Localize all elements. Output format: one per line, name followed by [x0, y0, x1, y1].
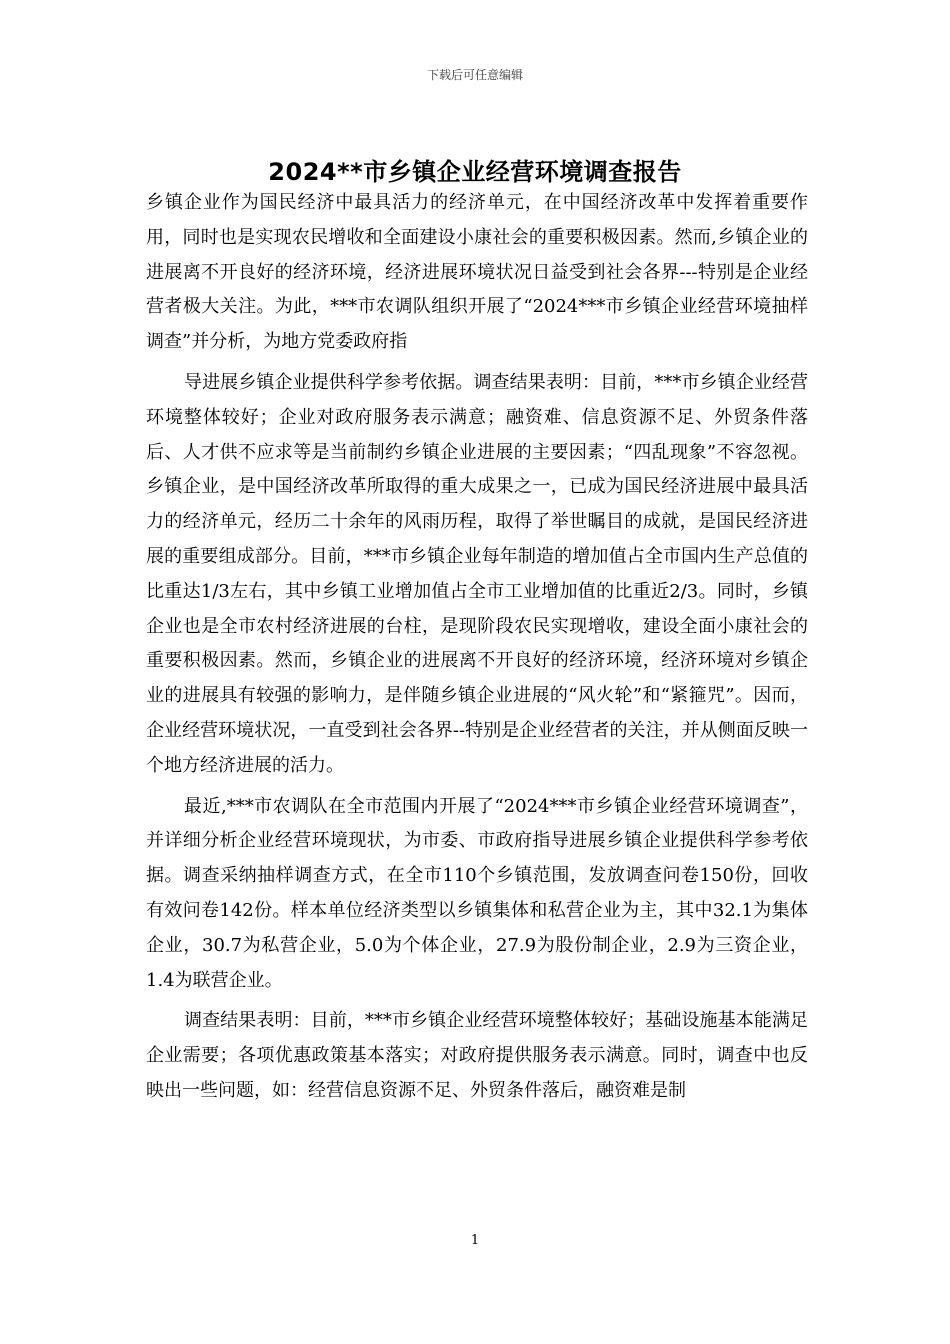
paragraph-survey-method: 最近,***市农调队在全市范围内开展了“2024***市乡镇企业经营环境调查”，并详细分析企业经营环境现状，为市委、市政府指导进展乡镇企业提供科学参考依据。调查采纳抽样调查方式，在全市110个乡镇范围，发放调查问卷150份，回收有效问卷142份。样本单位经济类型以乡镇集体和私营企业为主，其中32.1为集体企业，30.7为私营企业，5.0为个体企业，27.9为股份制企业，2.9为三资企业，1.4为联营企业。	[146, 795, 808, 991]
paragraph-overview: 导进展乡镇企业提供科学参考依据。调查结果表明：目前，***市乡镇企业经营环境整体较好；企业对政府服务表示满意；融资难、信息资源不足、外贸条件落后、人才供不应求等是当前制约乡镇企业进展的主要因素；“四乱现象”不容忽视。乡镇企业，是中国经济改革所取得的重大成果之一，已成为国民经济进展中最具活力的经济单元，经历二十余年的风雨历程，取得了举世瞩目的成就，是国民经济进展的重要组成部分。目前，***市乡镇企业每年制造的增加值占全市国内生产总值的比重达1/3左右，其中乡镇工业增加值占全市工业增加值的比重近2/3。同时，乡镇企业也是全市农村经济进展的台柱，是现阶段农民实现增收，建设全面小康社会的重要积极因素。然而，乡镇企业的进展离不开良好的经济环境，经济环境对乡镇企业的进展具有较强的影响力，是伴随乡镇企业进展的“风火轮”和“紧箍咒”。因而，企业经营环境状况，一直受到社会各界--特别是企业经营者的关注，并从侧面反映一个地方经济进展的活力。	[146, 371, 808, 776]
paragraph-survey-results: 调查结果表明：目前，***市乡镇企业经营环境整体较好；基础设施基本能满足企业需要；各项优惠政策基本落实；对政府提供服务表示满意。同时，调查中也反映出一些问题，如：经营信息资源不足、外贸条件落后，融资难是制	[146, 1010, 808, 1101]
paragraph-intro: 乡镇企业作为国民经济中最具活力的经济单元，在中国经济改革中发挥着重要作用，同时也是实现农民增收和全面建设小康社会的重要积极因素。然而,乡镇企业的进展离不开良好的经济环境，经济进展环境状况日益受到社会各界---特别是企业经营者极大关注。为此，***市农调队组织开展了“2024***市乡镇企业经营环境抽样调查”并分析，为地方党委政府指	[146, 192, 808, 353]
document-title: 2024**市乡镇企业经营环境调查报告	[268, 158, 682, 186]
page-header-note: 下载后可任意编辑	[426, 68, 523, 82]
page-number: 1	[470, 1233, 480, 1248]
document-body	[146, 186, 808, 1115]
